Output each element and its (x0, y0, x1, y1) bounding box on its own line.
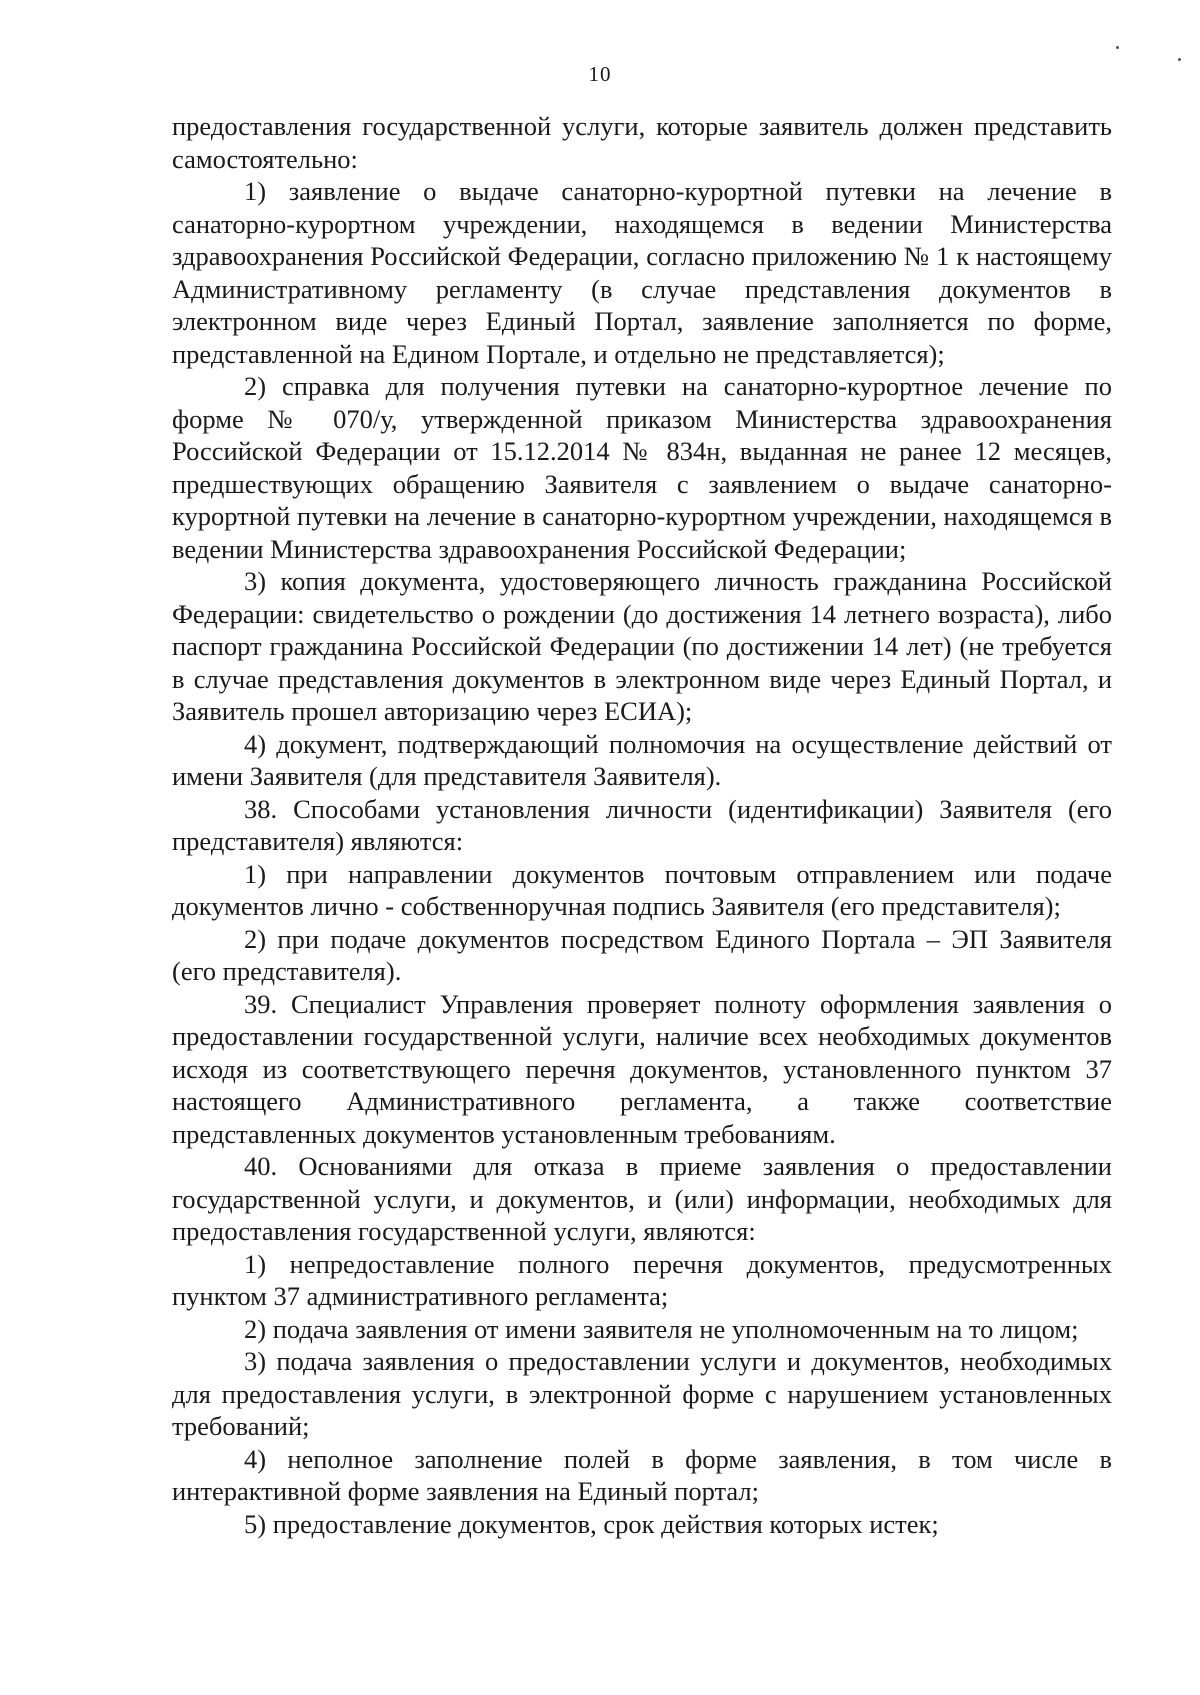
page-number: 10 (588, 62, 612, 86)
paragraph: 3) подача заявления о предоставлении услуги и документов, необходимых для предоставления услуги, в электронной форме с нарушением установленных требований; (172, 1346, 1112, 1441)
paragraph: предоставления государственной услуги, которые заявитель должен представить самостоятельно: (172, 111, 1112, 174)
paragraph: 1) непредоставление полного перечня документов, предусмотренных пунктом 37 административного регламента; (172, 1248, 1112, 1311)
paragraph: 5) предоставление документов, срок действия которых истек; (244, 1508, 939, 1539)
paragraph: 39. Специалист Управления проверяет полноту оформления заявления о предоставлении государственной услуги, наличие всех необходимых документов исходя из соответствующего перечня документов, установленного пунктом 37 настоящего Административного регламента, а также соответствие представленных документов установленным требованиям. (172, 988, 1112, 1149)
scan-speck (1178, 58, 1181, 61)
paragraph: 38. Способами установления личности (идентификации) Заявителя (его представителя) являются: (172, 793, 1112, 856)
paragraph: 4) неполное заполнение полей в форме заявления, в том числе в интерактивной форме заявления на Единый портал; (172, 1443, 1112, 1506)
paragraph: 2) справка для получения путевки на санаторно-курортное лечение по форме № 070/у, утвержденной приказом Министерства здравоохранения Российской Федерации от 15.12.2014 № 834н, выданная не ранее 12 месяцев, предшествующих обращению Заявителя с заявлением о выдаче санаторно-курортной путевки на лечение в санаторно-курортном учреждении, находящемся в ведении Министерства здравоохранения Российской Федерации; (172, 371, 1112, 564)
paragraph: 2) подача заявления от имени заявителя не уполномоченным на то лицом; (244, 1313, 1079, 1344)
paragraph: 4) документ, подтверждающий полномочия на осуществление действий от имени Заявителя (для представителя Заявителя). (172, 728, 1112, 791)
document-body (172, 110, 1112, 1540)
paragraph: 40. Основаниями для отказа в приеме заявления о предоставлении государственной услуги, и документов, и (или) информации, необходимых для предоставления государственной услуги, являются: (172, 1151, 1112, 1246)
paragraph: 3) копия документа, удостоверяющего личность гражданина Российской Федерации: свидетельство о рождении (до достижения 14 летнего возраста), либо паспорт гражданина Российской Федерации (по достижении 14 лет) (не требуется в случае представления документов в электронном виде через Единый Портал, и Заявитель прошел авторизацию через ЕСИА); (172, 566, 1112, 726)
paragraph: 1) заявление о выдаче санаторно-курортной путевки на лечение в санаторно-курортном учреждении, находящемся в ведении Министерства здравоохранения Российской Федерации, согласно приложению № 1 к настоящему Административному регламенту (в случае представления документов в электронном виде через Единый Портал, заявление заполняется по форме, представленной на Едином Портале, и отдельно не представляется); (172, 176, 1112, 369)
scan-speck (1116, 46, 1119, 49)
paragraph: 2) при подаче документов посредством Единого Портала – ЭП Заявителя (его представителя). (172, 923, 1112, 986)
paragraph: 1) при направлении документов почтовым отправлением или подаче документов лично - собственноручная подпись Заявителя (его представителя); (172, 858, 1112, 921)
